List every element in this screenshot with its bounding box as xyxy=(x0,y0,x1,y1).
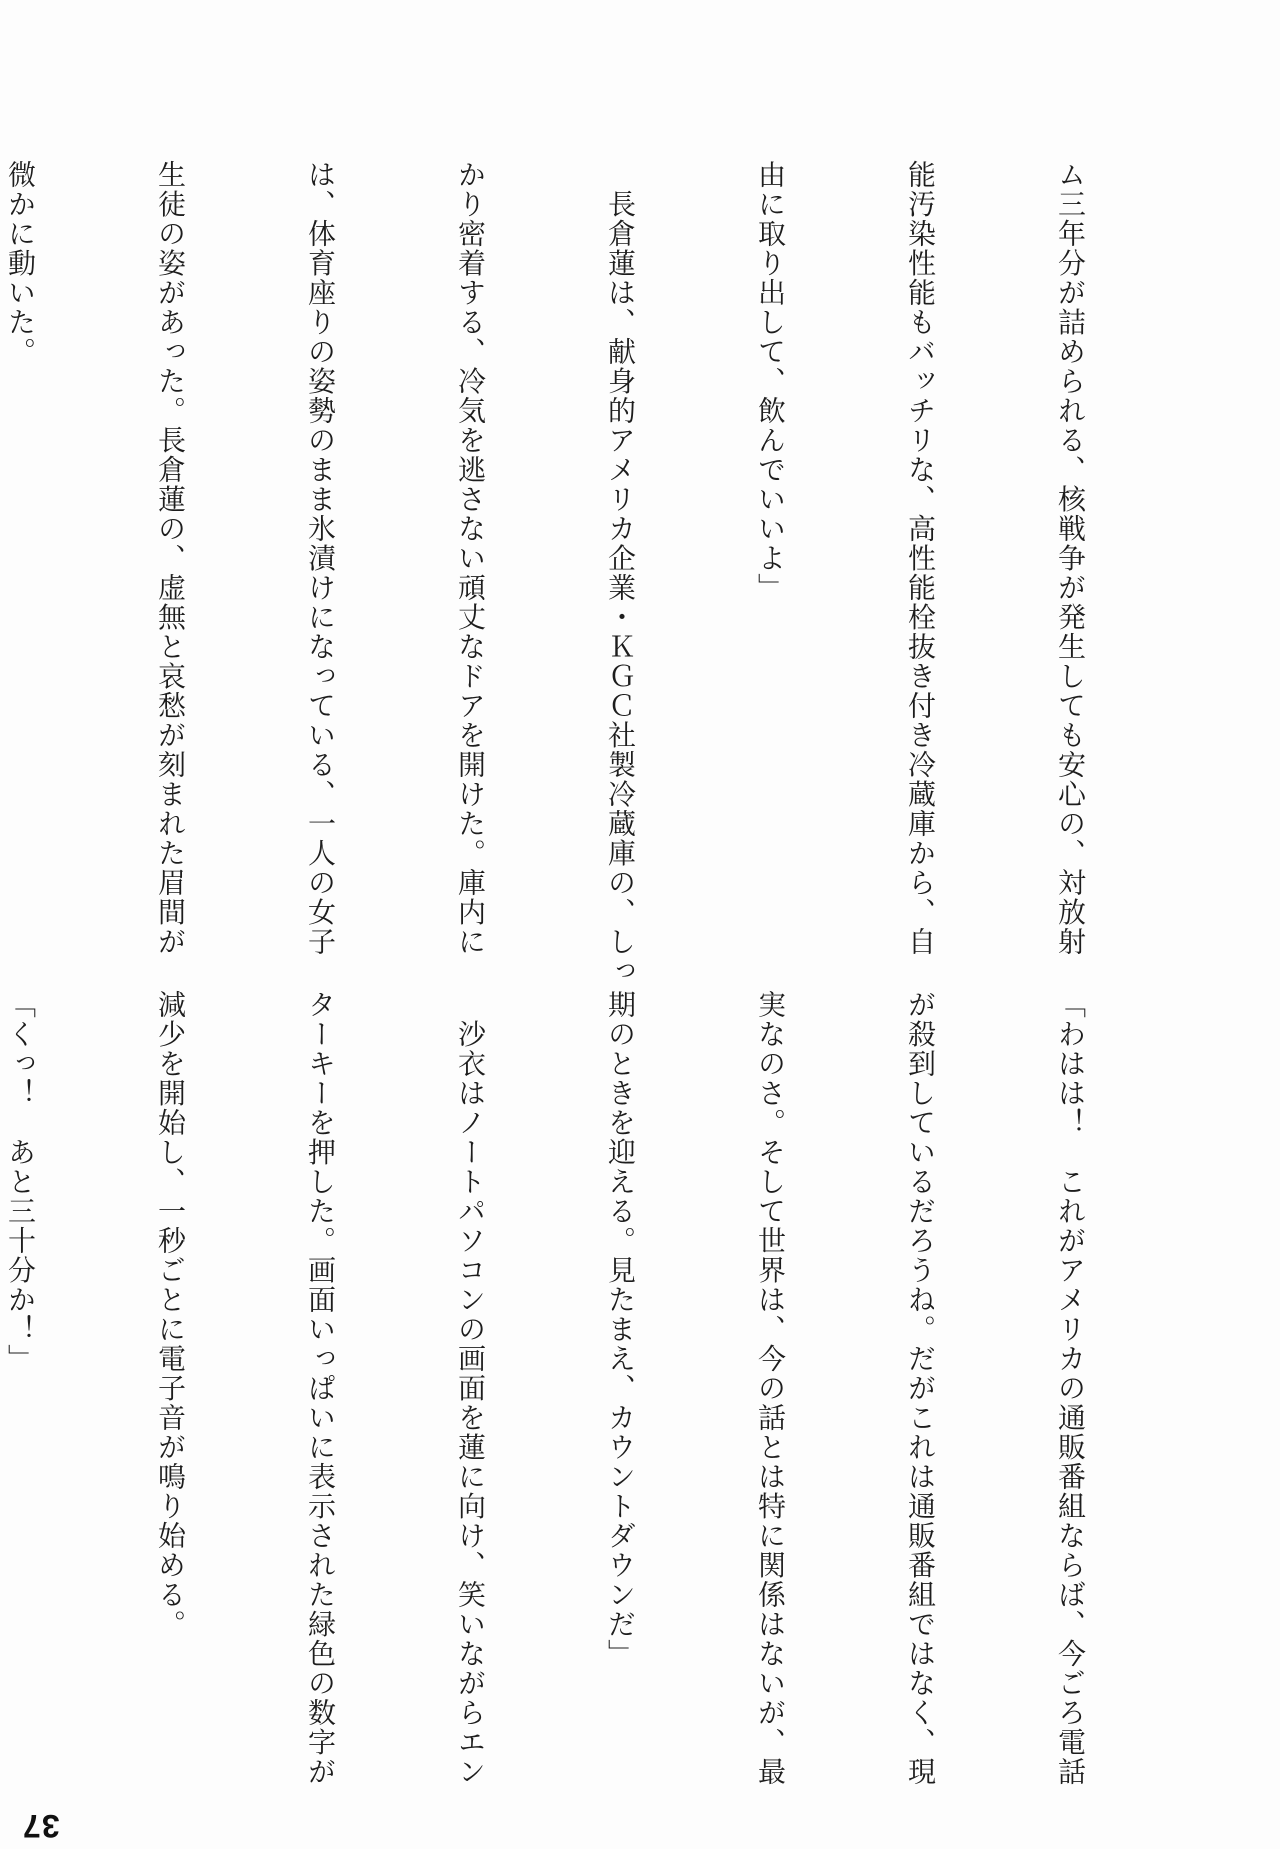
text-line: 「くっ！ あと三十分か！」 xyxy=(4,990,37,1374)
text-line: かり密着する、冷気を逃さない頑丈なドアを開けた。庫内に xyxy=(454,160,487,957)
text-line: 期のときを迎える。見たまえ、カウントダウンだ」 xyxy=(604,990,637,1669)
text-line: 由に取り出して、飲んでいいよ」 xyxy=(754,160,787,603)
text-line: 減少を開始し、一秒ごとに電子音が鳴り始める。 xyxy=(154,990,187,1639)
text-block-top xyxy=(0,160,1195,990)
text-line: は、体育座りの姿勢のまま氷漬けになっている、一人の女子 xyxy=(304,160,337,957)
text-line: 「わはは！ これがアメリカの通販番組ならば、今ごろ電話 xyxy=(1054,990,1087,1787)
text-block-bottom xyxy=(0,990,1195,1800)
page-number: 37 xyxy=(22,1808,60,1844)
text-line: 長倉蓮は、献身的アメリカ企業・ＫＧＣ社製冷蔵庫の、しっ xyxy=(604,160,637,986)
text-line: ム三年分が詰められる、核戦争が発生しても安心の、対放射 xyxy=(1054,160,1087,957)
text-line: 能汚染性能もバッチリな、高性能栓抜き付き冷蔵庫から、自 xyxy=(904,160,937,957)
text-line: 実なのさ。そして世界は、今の話とは特に関係はないが、最 xyxy=(754,990,787,1787)
text-line: が殺到しているだろうね。だがこれは通販番組ではなく、現 xyxy=(904,990,937,1787)
text-line: ターキーを押した。画面いっぱいに表示された緑色の数字が xyxy=(304,990,337,1787)
text-line: 生徒の姿があった。長倉蓮の、虚無と哀愁が刻まれた眉間が xyxy=(154,160,187,957)
text-line: 微かに動いた。 xyxy=(4,160,37,367)
text-line: 沙衣はノートパソコンの画面を蓮に向け、笑いながらエン xyxy=(454,990,487,1787)
